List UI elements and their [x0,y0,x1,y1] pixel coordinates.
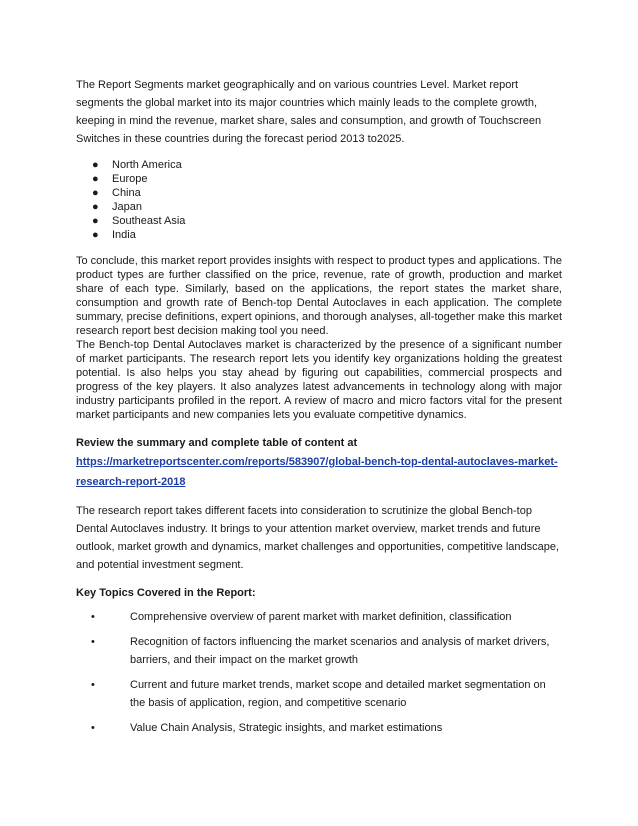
bullet-icon: ● [92,229,99,241]
bullet-icon: ● [92,215,99,227]
region-label: Southeast Asia [112,215,186,227]
list-item [76,676,562,712]
bullet-icon: ● [92,187,99,199]
topic-label: Recognition of factors influencing the market scenarios and analysis of market drivers, barriers, and their impact on the market growth [130,636,550,666]
intro-paragraph: The Report Segments market geographically and on various countries Level. Market report segments the global market into its major countries which mainly leads to the complete growth, keeping in mind the revenue, market share, sales and consumption, and growth of Touchscreen Switches in these countries during the forecast period 2013 to2025. [76,79,542,145]
review-section [76,434,562,492]
bullet-icon: • [91,722,95,734]
list-item [76,186,562,200]
region-list [76,158,562,242]
list-item [76,214,562,228]
bullet-icon: ● [92,201,99,213]
document-page [76,76,562,744]
region-label: Europe [112,173,148,185]
bullet-icon: ● [92,159,99,171]
conclusion-paragraph: To conclude, this market report provides insights with respect to product types and applications. The product types are further classified on the price, revenue, rate of growth, production and market share of each type. Similarly, based on the applications, the report states the market share, consumption and growth rate of Bench-top Dental Autoclaves in each application. The complete summary, precise definitions, expert opinions, and thorough analyses, all-together make this market research report best decision making tool you need. [76,255,562,337]
topic-label: Current and future market trends, market scope and detailed market segmentation on the basis of application, region, and competitive scenario [130,679,546,709]
list-item [76,172,562,186]
bullet-icon: • [91,636,95,648]
bullet-icon: • [91,611,95,623]
list-item [76,228,562,242]
list-item [76,200,562,214]
region-label: China [112,187,141,199]
bullet-icon: ● [92,173,99,185]
topics-list [76,608,562,737]
list-item [76,608,562,626]
topics-heading: Key Topics Covered in the Report: [76,587,256,599]
region-label: North America [112,159,182,171]
region-label: India [112,229,136,241]
report-link[interactable]: https://marketreportscenter.com/reports/583907/global-bench-top-dental-autoclaves-market-research-report-2018 [76,456,558,488]
bullet-icon: • [91,679,95,691]
topic-label: Comprehensive overview of parent market with market definition, classification [130,611,512,623]
characterized-paragraph: The Bench-top Dental Autoclaves market is characterized by the presence of a significant number of market participants. The research report lets you identify key organizations holding the greatest potential. Is also helps you stay ahead by figuring out capabilities, commercial prospects and progress of the key players. It also analyzes latest advancements in technology along with major industry participants profiled in the report. A review of macro and micro factors vital for the present market participants and new companies lets you evaluate competitive dynamics. [76,339,562,421]
facets-paragraph: The research report takes different facets into consideration to scrutinize the global Bench-top Dental Autoclaves industry. It brings to your attention market overview, market trends and future outlook, market growth and dynamics, market challenges and opportunities, competitive landscape, and potential investment segment. [76,505,560,571]
topic-label: Value Chain Analysis, Strategic insights, and market estimations [130,722,443,734]
list-item [76,158,562,172]
review-title: Review the summary and complete table of content at [76,437,358,449]
list-item [76,719,562,737]
region-label: Japan [112,201,142,213]
list-item [76,633,562,669]
